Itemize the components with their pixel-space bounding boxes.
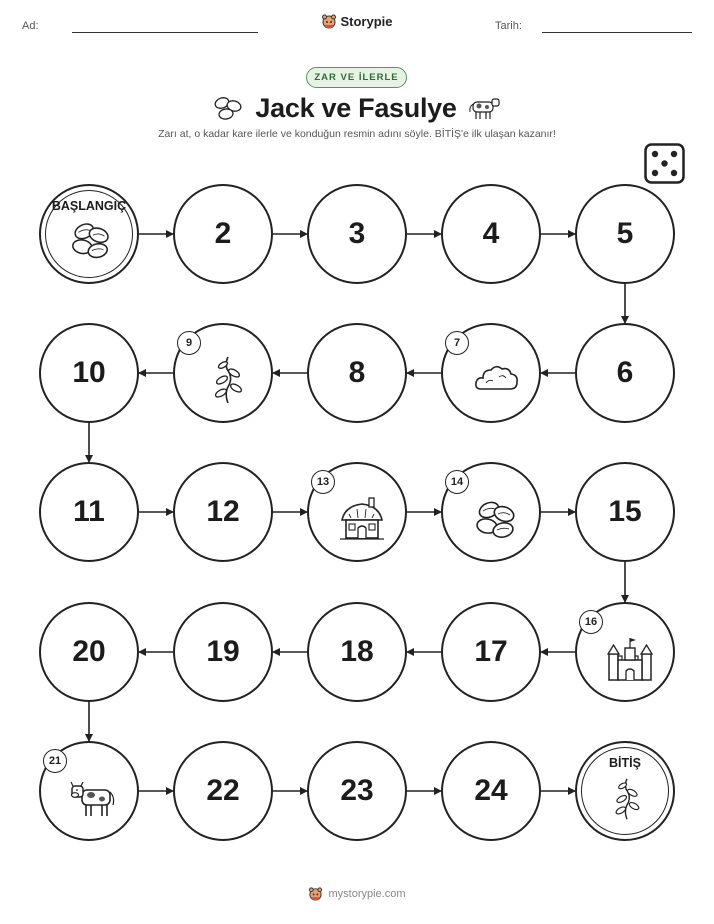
name-label: Ad: xyxy=(22,20,39,32)
cloud-icon xyxy=(471,355,521,410)
castle-icon xyxy=(605,634,655,689)
beans-icon xyxy=(471,494,521,549)
space-number: 12 xyxy=(206,495,240,528)
space-number-tag: 13 xyxy=(311,470,335,494)
number-space xyxy=(39,462,139,562)
space-number: 4 xyxy=(482,217,500,250)
space-number-tag: 21 xyxy=(43,749,67,773)
space-number: 5 xyxy=(616,217,634,250)
number-space xyxy=(441,184,541,284)
space-number: 24 xyxy=(474,774,508,807)
number-space xyxy=(575,462,675,562)
brand-name: Storypie xyxy=(340,13,393,29)
space-number: 20 xyxy=(72,635,106,668)
space-number-tag: 16 xyxy=(579,610,603,634)
number-space xyxy=(173,602,273,702)
number-space xyxy=(173,741,273,841)
number-space xyxy=(173,184,273,284)
beanstalk-icon xyxy=(203,355,253,410)
number-space xyxy=(575,323,675,423)
space-number: 8 xyxy=(348,356,366,389)
number-space xyxy=(441,741,541,841)
instructions: Zarı at, o kadar kare ilerle ve konduğun resmin adını söyle. BİTİŞ'e ilk ulaşan kazanır! xyxy=(158,128,556,140)
date-label: Tarih: xyxy=(495,20,522,32)
space-number: 22 xyxy=(206,774,240,807)
number-space xyxy=(307,323,407,423)
finish-space xyxy=(575,741,675,841)
game-type-badge: ZAR VE İLERLE xyxy=(306,67,407,88)
space-number: 15 xyxy=(608,495,642,528)
number-space xyxy=(39,323,139,423)
footer xyxy=(0,886,714,901)
space-number: 3 xyxy=(348,217,366,250)
cow-icon xyxy=(69,773,119,828)
space-number: 6 xyxy=(616,356,634,389)
start-space xyxy=(39,184,139,284)
number-space xyxy=(307,184,407,284)
space-number: 17 xyxy=(474,635,508,668)
space-number: 11 xyxy=(73,495,105,528)
number-space xyxy=(575,184,675,284)
number-space xyxy=(39,602,139,702)
beans-icon xyxy=(67,216,115,269)
beanstalk-icon xyxy=(605,777,649,826)
space-number-tag: 14 xyxy=(445,470,469,494)
number-space xyxy=(307,741,407,841)
space-number: 23 xyxy=(340,774,374,807)
start-label: BAŞLANGIÇ xyxy=(51,199,127,213)
number-space xyxy=(307,602,407,702)
space-number: 19 xyxy=(206,635,240,668)
number-space xyxy=(173,462,273,562)
cottage-icon xyxy=(337,494,387,549)
space-number: 18 xyxy=(340,635,374,668)
space-number: 2 xyxy=(214,217,232,250)
space-number-tag: 9 xyxy=(177,331,201,355)
finish-label: BİTİŞ xyxy=(609,756,641,770)
storypie-mascot-icon xyxy=(308,886,323,901)
footer-url: mystorypie.com xyxy=(328,887,406,900)
space-number-tag: 7 xyxy=(445,331,469,355)
page-title: Jack ve Fasulye xyxy=(255,92,457,123)
space-number: 10 xyxy=(72,356,106,389)
number-space xyxy=(441,602,541,702)
